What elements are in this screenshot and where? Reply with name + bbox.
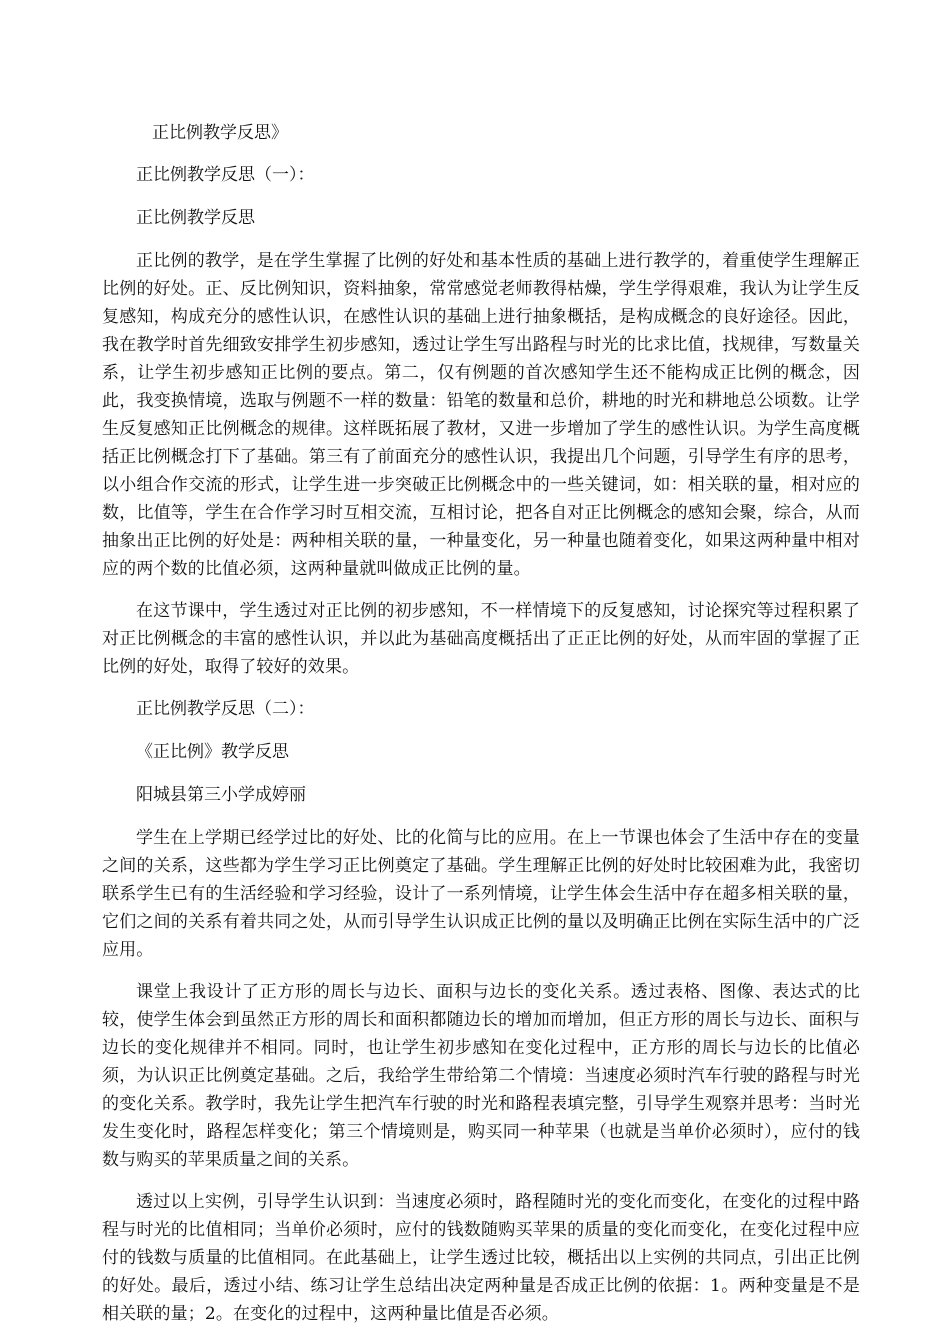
document-page <box>102 119 860 1342</box>
section2-author: 阳城县第三小学成婷丽 <box>136 785 306 805</box>
section2-paragraph-3: 透过以上实例，引导学生认识到：当速度必须时，路程随时光的变化而变化，在变化的过程中路程与时光的比值相同；当单价必须时，应付的钱数随购买苹果的质量的变化而变化，在变化过程中应付的钱数与质量的比值相同。在此基础上，让学生透过比较，概括出以上实例的共同点，引出正比例的好处。最后，透过小结、练习让学生总结出决定两种量是否成正比例的依据：1。两种变量是不是相关联的量；2。在变化的过程中，这两种量比值是否必须。 <box>102 1192 860 1324</box>
section1-paragraph-2: 在这节课中，学生透过对正比例的初步感知，不一样情境下的反复感知，讨论探究等过程积累了对正比例概念的丰富的感性认识，并以此为基础高度概括出了正正比例的好处，从而牢固的掌握了正比例的好处，取得了较好的效果。 <box>102 601 860 677</box>
document-title: 正比例教学反思》 <box>152 123 288 143</box>
section2-heading: 正比例教学反思（二）： <box>136 699 315 719</box>
section1-subheading: 正比例教学反思 <box>136 208 255 228</box>
section1-paragraph-1: 正比例的教学，是在学生掌握了比例的好处和基本性质的基础上进行教学的，着重使学生理解正比例的好处。正、反比例知识，资料抽象，常常感觉老师教得枯燥，学生学得艰难，我认为让学生反复感知，构成充分的感性认识，在感性认识的基础上进行抽象概括，是构成概念的良好途径。因此，我在教学时首先细致安排学生初步感知，透过让学生写出路程与时光的比求比值，找规律，写数量关系，让学生初步感知正比例的要点。第二，仅有例题的首次感知学生还不能构成正比例的概念，因此，我变换情境，选取与例题不一样的数量：铅笔的数量和总价，耕地的时光和耕地总公顷数。让学生反复感知正比例概念的规律。这样既拓展了教材，又进一步增加了学生的感性认识。为学生高度概括正比例概念打下了基础。第三有了前面充分的感性认识，我提出几个问题，引导学生有序的思考，以小组合作交流的形式，让学生进一步突破正比例概念中的一些关键词，如：相关联的量，相对应的数，比值等，学生在合作学习时互相交流，互相讨论，把各自对正比例概念的感知会聚，综合，从而抽象出正比例的好处是：两种相关联的量，一种量变化，另一种量也随着变化，如果这两种量中相对应的两个数的比值必须，这两种量就叫做成正比例的量。 <box>102 251 860 579</box>
section2-paragraph-1: 学生在上学期已经学过比的好处、比的化简与比的应用。在上一节课也体会了生活中存在的变量之间的关系，这些都为学生学习正比例奠定了基础。学生理解正比例的好处时比较困难为此，我密切联系学生已有的生活经验和学习经验，设计了一系列情境，让学生体会生活中存在超多相关联的量，它们之间的关系有着共同之处，从而引导学生认识成正比例的量以及明确正比例在实际生活中的广泛应用。 <box>102 828 860 960</box>
section2-subheading: 《正比例》教学反思 <box>136 742 289 762</box>
section1-heading: 正比例教学反思（一）： <box>136 165 315 185</box>
section2-paragraph-2: 课堂上我设计了正方形的周长与边长、面积与边长的变化关系。透过表格、图像、表达式的比较，使学生体会到虽然正方形的周长和面积都随边长的增加而增加，但正方形的周长与边长、面积与边长的变化规律并不相同。同时，也让学生初步感知在变化过程中，正方形的周长与边长的比值必须，为认识正比例奠定基础。之后，我给学生带给第二个情境：当速度必须时汽车行驶的路程与时光的变化关系。教学时，我先让学生把汽车行驶的时光和路程表填完整，引导学生观察并思考：当时光发生变化时，路程怎样变化；第三个情境则是，购买同一种苹果（也就是当单价必须时），应付的钱数与购买的苹果质量之间的关系。 <box>102 982 860 1170</box>
